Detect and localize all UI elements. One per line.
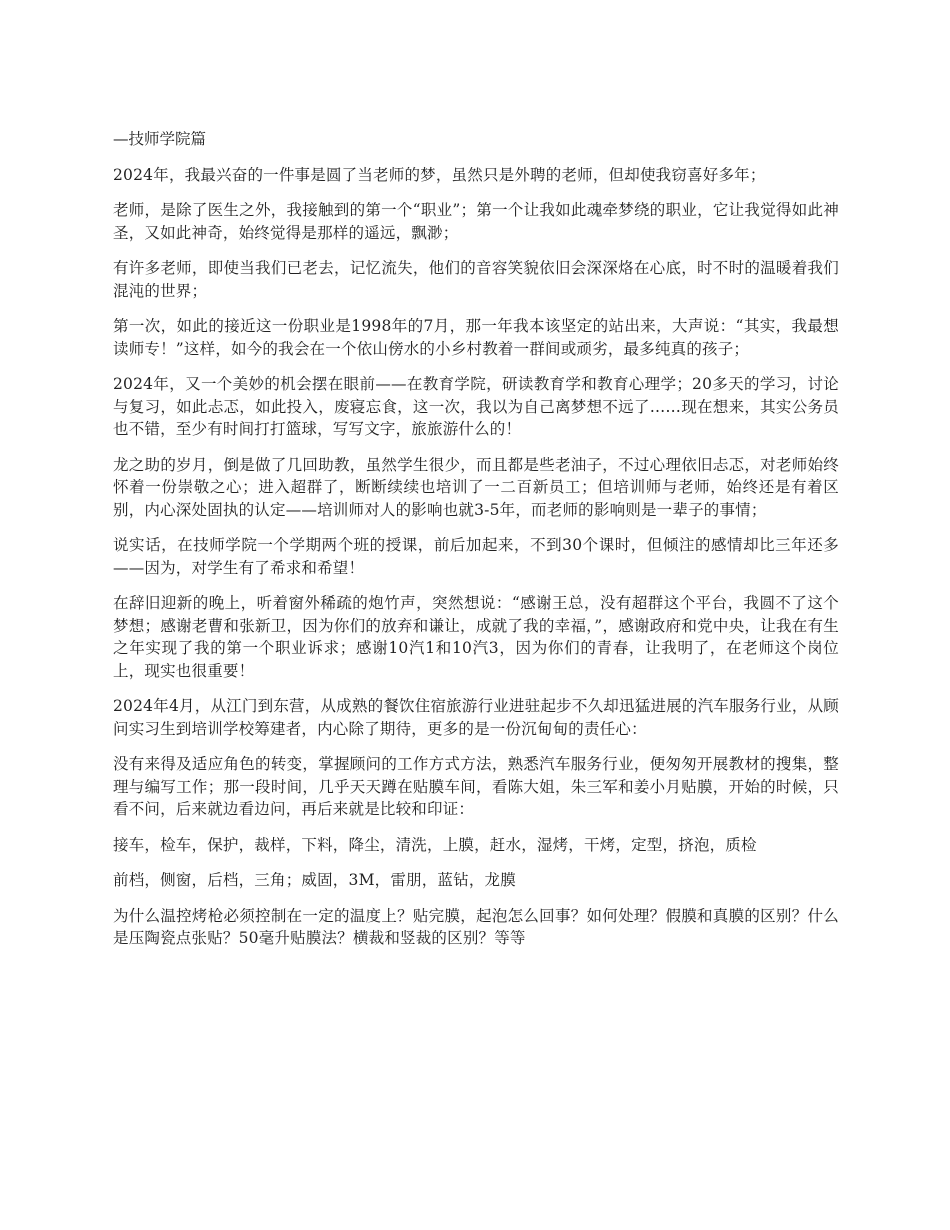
- paragraph-1: 2024年，我最兴奋的一件事是圆了当老师的梦，虽然只是外聘的老师，但却使我窃喜好多年；: [113, 165, 766, 184]
- paragraph-4: 第一次，如此的接近这一份职业是1998年的7月，那一年我本该坚定的站出来，大声说：“其实，我最想读师专！”这样，如今的我会在一个依山傍水的小乡村教着一群间或顽劣，最多纯真的孩子；: [113, 317, 839, 358]
- section-heading: —技师学院篇: [113, 130, 207, 148]
- paragraph-10: 没有来得及适应角色的转变，掌握顾问的工作方式方法，熟悉汽车服务行业，便匆匆开展教材的搜集，整理与编写工作；那一段时间，几乎天天蹲在贴膜车间，看陈大姐，朱三军和姜小月贴膜，开始的时候，只看不问，后来就边看边问，再后来就是比较和印证：: [113, 755, 839, 818]
- paragraph-6: 龙之助的岁月，倒是做了几回助教，虽然学生很少，而且都是些老油子，不过心理依旧忐忑，对老师始终怀着一份崇敬之心；进入超群了，断断续续也培训了一二百新员工；但培训师与老师，始终还是有着区别，内心深处固执的认定——培训师对人的影响也就3-5年，而老师的影响则是一辈子的事情；: [113, 455, 839, 519]
- paragraph-7: 说实话，在技师学院一个学期两个班的授课，前后加起来，不到30个课时，但倾注的感情却比三年还多——因为，对学生有了希求和希望！: [113, 536, 839, 577]
- paragraph-12: 前档，侧窗，后档，三角；威固，3M，雷朋，蓝钻，龙膜: [113, 871, 516, 889]
- document-page: [113, 128, 839, 963]
- paragraph-3: 有许多老师，即使当我们已老去，记忆流失，他们的音容笑貌依旧会深深烙在心底，时不时的温暖着我们混沌的世界；: [113, 259, 839, 300]
- paragraph-11: 接车，检车，保护，裁样，下料，降尘，清洗，上膜，赶水，湿烤，干烤，定型，挤泡，质检: [113, 835, 757, 854]
- paragraph-8: 在辞旧迎新的晚上，听着窗外稀疏的炮竹声，突然想说：“感谢王总，没有超群这个平台，我圆不了这个梦想；感谢老曹和张新卫，因为你们的放弃和谦让，成就了我的幸福，”，感谢政府和党中央，让我在有生之年实现了我的第一个职业诉求；感谢10汽1和10汽3，因为你们的青春，让我明了，在老师这个岗位上，现实也很重要！: [113, 594, 839, 680]
- paragraph-2: 老师，是除了医生之外，我接触到的第一个“职业”；第一个让我如此魂牵梦绕的职业，它让我觉得如此神圣，又如此神奇，始终觉得是那样的遥远，飘渺；: [113, 201, 839, 242]
- paragraph-9: 2024年4月，从江门到东营，从成熟的餐饮住宿旅游行业进驻起步不久却迅猛进展的汽车服务行业，从顾问实习生到培训学校筹建者，内心除了期待，更多的是一份沉甸甸的责任心：: [113, 697, 839, 738]
- paragraph-5: 2024年，又一个美妙的机会摆在眼前——在教育学院，研读教育学和教育心理学；20多天的学习，讨论与复习，如此忐忑，如此投入，废寝忘食，这一次，我以为自己离梦想不远了……现在想来，其实公务员也不错，至少有时间打打篮球，写写文字，旅旅游什么的！: [113, 375, 839, 438]
- paragraph-13: 为什么温控烤枪必须控制在一定的温度上？贴完膜，起泡怎么回事？如何处理？假膜和真膜的区别？什么是压陶瓷点张贴？50毫升贴膜法？横裁和竖裁的区别？等等: [113, 906, 839, 947]
